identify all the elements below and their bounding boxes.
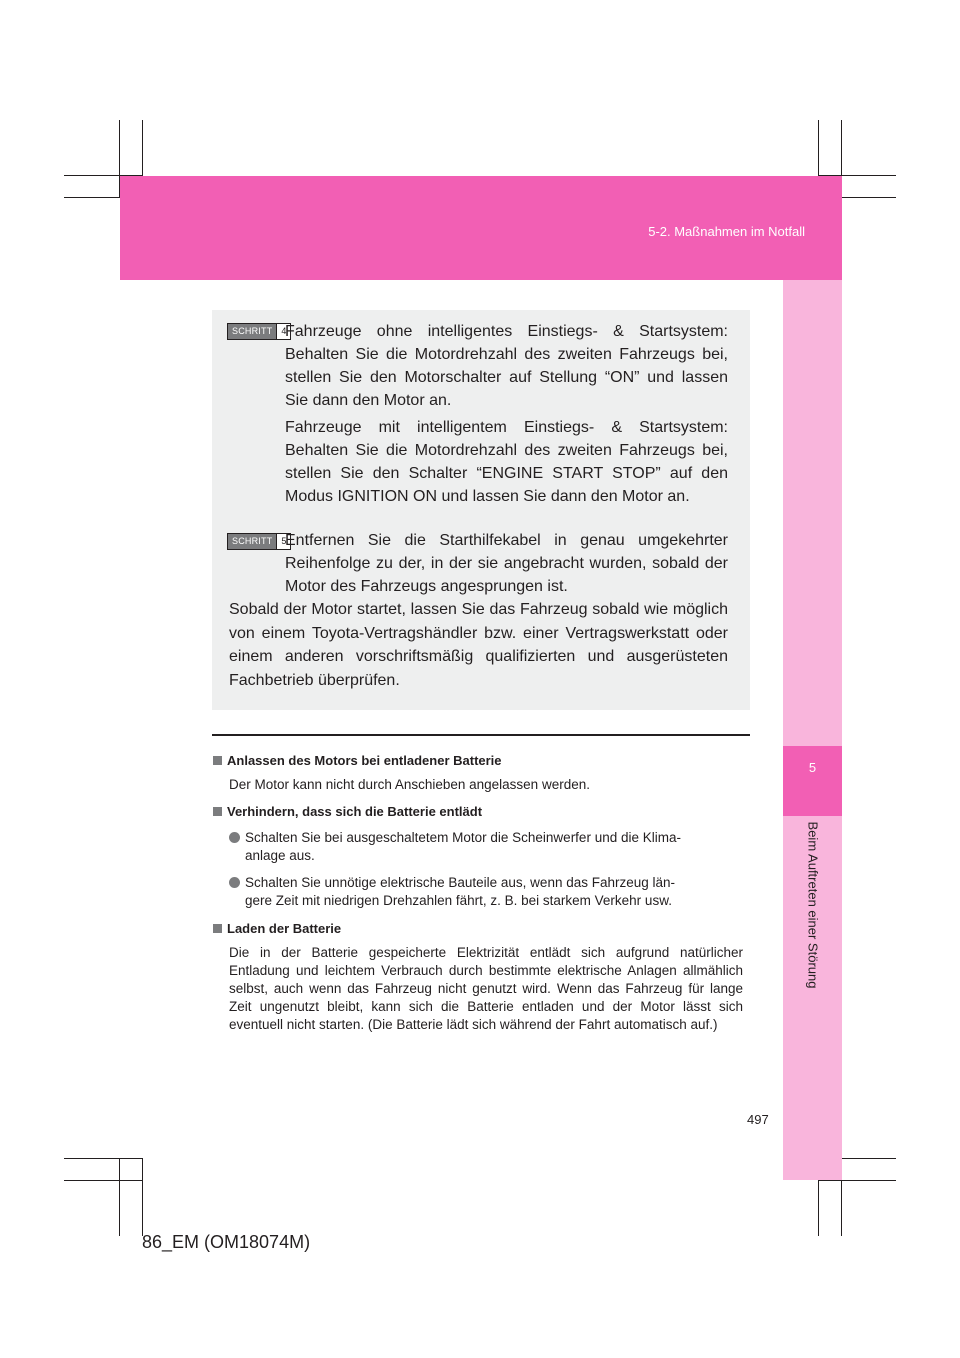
bullet-text-line: anlage aus. <box>245 848 315 863</box>
chapter-label: Beim Auftreten einer Störung <box>805 821 821 989</box>
square-bullet-icon <box>213 756 222 765</box>
crop-mark <box>119 1158 120 1236</box>
step-4-para-2: Fahrzeuge mit intelligentem Einstiegs- & Startsystem: Behalten Sie die Motordrehzahl des zweiten Fahrzeugs bei, stellen Sie den Schalter “ENGINE START STOP” auf den Modus IGNITION ON und lassen Sie dann den Motor an. <box>285 419 728 505</box>
crop-mark <box>142 1158 143 1236</box>
step-badge-label: SCHRITT <box>228 534 276 549</box>
step-badge-number: 5 <box>276 534 290 549</box>
step-5-text: Entfernen Sie die Starthilfekabel in genau umgekehrter Reihenfolge zu der, in der sie angebracht wurden, sobald der Motor des Fahrzeugs angesprungen ist. <box>285 532 728 595</box>
step-4-badge <box>227 323 291 340</box>
note-heading-3 <box>213 921 341 936</box>
note-heading-2 <box>213 804 482 819</box>
closing-paragraph: Sobald der Motor startet, lassen Sie das Fahrzeug sobald wie möglich von einem Toyota-Vertragshändler bzw. einer Vertragswerkstatt oder einem anderen vorschriftsmäßig qualifizierten und ausgerüsteten Fachbetrieb überprüfen. <box>229 601 728 689</box>
bullet-text-line: Schalten Sie bei ausgeschaltetem Motor die Scheinwerfer und die Klima- <box>245 830 681 845</box>
bullet-item <box>229 874 743 910</box>
note-text-3: Die in der Batterie gespeicherte Elektrizität entlädt sich aufgrund natürlicher Entladung und leichtem Verbrauch durch bestimmte elektrische Anlagen allmählich selbst, auch wenn das Fahrzeug nicht genutzt wird. Wenn das Fahrzeug für lange Zeit ungenutzt bleibt, kann sich die Batterie entladen und der Motor lässt sich eventuell nicht starten. (Die Batterie lädt sich während der Fahrt automatisch auf.) <box>229 945 743 1032</box>
note-heading-text: Anlassen des Motors bei entladener Batterie <box>227 753 502 768</box>
bullet-text-line: Schalten Sie unnötige elektrische Bauteile aus, wenn das Fahrzeug län- <box>245 875 676 890</box>
step-badge-label: SCHRITT <box>228 324 276 339</box>
note-text-1: Der Motor kann nicht durch Anschieben angelassen werden. <box>229 777 590 792</box>
bullet-item <box>229 829 743 865</box>
step-5-badge <box>227 533 291 550</box>
circle-bullet-icon <box>229 832 240 843</box>
note-heading-1 <box>213 753 502 768</box>
section-title: 5-2. Maßnahmen im Notfall <box>648 224 805 239</box>
step-badge-number: 4 <box>276 324 290 339</box>
chapter-tab <box>783 280 842 1180</box>
square-bullet-icon <box>213 924 222 933</box>
bullet-text-line: gere Zeit mit niedrigen Drehzahlen fährt, z. B. bei starkem Verkehr usw. <box>245 893 672 908</box>
document-code: 86_EM (OM18074M) <box>142 1232 311 1252</box>
page-number: 497 <box>747 1112 769 1127</box>
note-heading-text: Laden der Batterie <box>227 921 342 936</box>
circle-bullet-icon <box>229 877 240 888</box>
crop-mark <box>64 1180 142 1181</box>
crop-mark <box>64 1158 142 1159</box>
note-heading-text: Verhindern, dass sich die Batterie entlädt <box>227 804 483 819</box>
square-bullet-icon <box>213 807 222 816</box>
crop-mark <box>818 1180 896 1181</box>
step-4-para-1: Fahrzeuge ohne intelligentes Einstiegs- & Startsystem: Behalten Sie die Motordrehzahl des zweiten Fahrzeugs bei, stellen Sie den Motorschalter auf Stellung “ON” und lassen Sie dann den Motor an. <box>285 323 728 409</box>
chapter-number: 5 <box>808 760 817 775</box>
chapter-tab-marker <box>783 746 842 816</box>
section-divider <box>212 734 750 736</box>
